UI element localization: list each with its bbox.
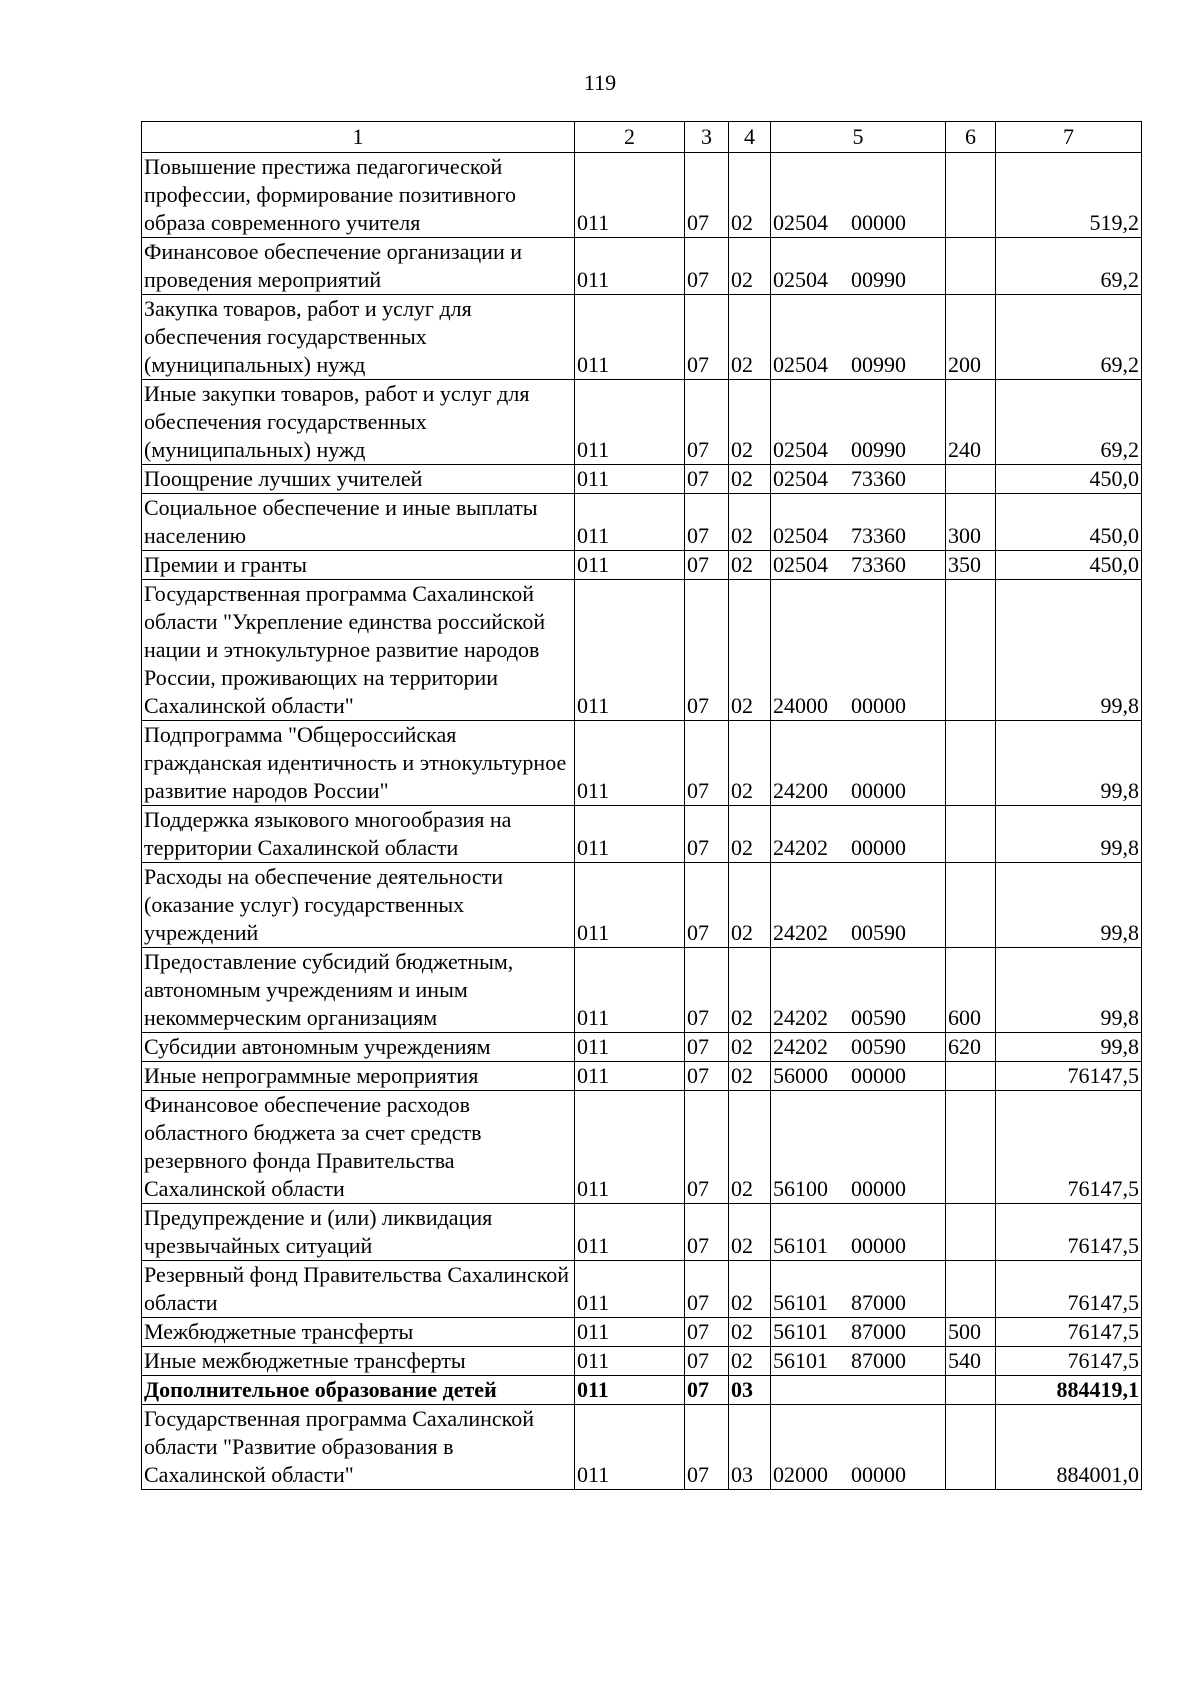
target-article-part-1: 24202 [773, 920, 828, 945]
target-article-part-1: 02504 [773, 352, 828, 377]
ministry-code-cell: 011 [575, 806, 685, 863]
item-name-cell: Премии и гранты [142, 551, 575, 580]
section-code-cell: 07 [685, 494, 729, 551]
target-article-part-2: 00590 [851, 1034, 906, 1059]
target-article-part-2: 87000 [851, 1348, 906, 1373]
target-article-cell [771, 580, 946, 721]
target-article-cell [771, 1376, 946, 1405]
amount-cell: 76147,5 [996, 1204, 1142, 1261]
section-code-cell: 07 [685, 1405, 729, 1490]
target-article-part-1: 56101 [773, 1290, 828, 1315]
ministry-code-cell: 011 [575, 1347, 685, 1376]
target-article-part-1: 02504 [773, 466, 828, 491]
target-article-cell [771, 1405, 946, 1490]
table-row [142, 494, 1142, 551]
table-row [142, 1033, 1142, 1062]
section-code-cell: 07 [685, 380, 729, 465]
expense-type-cell: 200 [946, 295, 996, 380]
table-header-row [142, 122, 1142, 153]
ministry-code-cell: 011 [575, 1405, 685, 1490]
amount-cell: 884001,0 [996, 1405, 1142, 1490]
subsection-code-cell: 02 [729, 1062, 771, 1091]
target-article-part-2: 73360 [851, 552, 906, 577]
target-article-cell [771, 721, 946, 806]
subsection-code-cell: 02 [729, 580, 771, 721]
expense-type-cell [946, 721, 996, 806]
table-row [142, 806, 1142, 863]
item-name-cell: Резервный фонд Правительства Сахалинской области [142, 1261, 575, 1318]
target-article-part-2: 00990 [851, 352, 906, 377]
item-name-cell: Повышение престижа педагогической профессии, формирование позитивного образа современного учителя [142, 153, 575, 238]
target-article-cell [771, 153, 946, 238]
section-code-cell: 07 [685, 721, 729, 806]
ministry-code-cell: 011 [575, 238, 685, 295]
subsection-code-cell: 02 [729, 1091, 771, 1204]
target-article-part-2: 00590 [851, 1005, 906, 1030]
target-article-cell [771, 1033, 946, 1062]
header-cell-4: 4 [729, 122, 771, 153]
target-article-part-2: 00000 [851, 1176, 906, 1201]
expense-type-cell [946, 238, 996, 295]
amount-cell: 99,8 [996, 948, 1142, 1033]
target-article-part-2: 00990 [851, 267, 906, 292]
amount-cell: 99,8 [996, 721, 1142, 806]
amount-cell: 69,2 [996, 380, 1142, 465]
expense-type-cell [946, 1062, 996, 1091]
ministry-code-cell: 011 [575, 295, 685, 380]
target-article-part-1: 24202 [773, 1005, 828, 1030]
target-article-part-1: 02504 [773, 437, 828, 462]
subsection-code-cell: 02 [729, 1033, 771, 1062]
target-article-part-1: 24000 [773, 693, 828, 718]
ministry-code-cell: 011 [575, 1062, 685, 1091]
ministry-code-cell: 011 [575, 380, 685, 465]
table-row [142, 721, 1142, 806]
target-article-part-2: 00000 [851, 210, 906, 235]
table-row [142, 1376, 1142, 1405]
header-cell-5: 5 [771, 122, 946, 153]
target-article-part-2: 87000 [851, 1290, 906, 1315]
amount-cell: 76147,5 [996, 1261, 1142, 1318]
target-article-part-2: 00590 [851, 920, 906, 945]
header-cell-7: 7 [996, 122, 1142, 153]
target-article-part-1: 02504 [773, 552, 828, 577]
table-row [142, 1318, 1142, 1347]
subsection-code-cell: 02 [729, 1261, 771, 1318]
item-name-cell: Межбюджетные трансферты [142, 1318, 575, 1347]
target-article-cell [771, 465, 946, 494]
expense-type-cell: 620 [946, 1033, 996, 1062]
ministry-code-cell: 011 [575, 1376, 685, 1405]
target-article-part-1: 24202 [773, 1034, 828, 1059]
ministry-code-cell: 011 [575, 494, 685, 551]
ministry-code-cell: 011 [575, 1261, 685, 1318]
expense-type-cell: 240 [946, 380, 996, 465]
section-code-cell: 07 [685, 1204, 729, 1261]
amount-cell: 519,2 [996, 153, 1142, 238]
section-code-cell: 07 [685, 238, 729, 295]
header-cell-6: 6 [946, 122, 996, 153]
target-article-part-1: 02504 [773, 210, 828, 235]
ministry-code-cell: 011 [575, 1204, 685, 1261]
ministry-code-cell: 011 [575, 1033, 685, 1062]
target-article-part-2: 00000 [851, 778, 906, 803]
target-article-cell [771, 863, 946, 948]
target-article-part-2: 73360 [851, 523, 906, 548]
table-row [142, 153, 1142, 238]
section-code-cell: 07 [685, 948, 729, 1033]
table-row [142, 1062, 1142, 1091]
amount-cell: 76147,5 [996, 1318, 1142, 1347]
ministry-code-cell: 011 [575, 551, 685, 580]
expense-type-cell [946, 806, 996, 863]
ministry-code-cell: 011 [575, 1318, 685, 1347]
item-name-cell: Расходы на обеспечение деятельности (оказание услуг) государственных учреждений [142, 863, 575, 948]
table-row [142, 380, 1142, 465]
target-article-part-1: 56101 [773, 1348, 828, 1373]
amount-cell: 450,0 [996, 465, 1142, 494]
section-code-cell: 07 [685, 153, 729, 238]
target-article-cell [771, 806, 946, 863]
target-article-part-2: 00990 [851, 437, 906, 462]
expense-type-cell [946, 580, 996, 721]
budget-table [141, 121, 1142, 1490]
ministry-code-cell: 011 [575, 721, 685, 806]
item-name-cell: Подпрограмма "Общероссийская гражданская идентичность и этнокультурное развитие народов России" [142, 721, 575, 806]
subsection-code-cell: 02 [729, 948, 771, 1033]
expense-type-cell [946, 1204, 996, 1261]
subsection-code-cell: 02 [729, 494, 771, 551]
amount-cell: 99,8 [996, 1033, 1142, 1062]
target-article-part-1: 02000 [773, 1462, 828, 1487]
table-row [142, 1347, 1142, 1376]
subsection-code-cell: 02 [729, 1318, 771, 1347]
section-code-cell: 07 [685, 1347, 729, 1376]
amount-cell: 69,2 [996, 238, 1142, 295]
target-article-cell [771, 1062, 946, 1091]
target-article-part-1: 02504 [773, 267, 828, 292]
table-row [142, 551, 1142, 580]
item-name-cell: Государственная программа Сахалинской области "Развитие образования в Сахалинской области" [142, 1405, 575, 1490]
subsection-code-cell: 02 [729, 863, 771, 948]
amount-cell: 450,0 [996, 551, 1142, 580]
target-article-part-2: 00000 [851, 1063, 906, 1088]
section-code-cell: 07 [685, 580, 729, 721]
table-row [142, 1204, 1142, 1261]
item-name-cell: Финансовое обеспечение организации и проведения мероприятий [142, 238, 575, 295]
section-code-cell: 07 [685, 551, 729, 580]
table-row [142, 863, 1142, 948]
item-name-cell: Государственная программа Сахалинской области "Укрепление единства российской нации и этнокультурное развитие народов России, проживающих на территории Сахалинской области" [142, 580, 575, 721]
header-cell-2: 2 [575, 122, 685, 153]
section-code-cell: 07 [685, 1376, 729, 1405]
target-article-cell [771, 1204, 946, 1261]
header-cell-1: 1 [142, 122, 575, 153]
item-name-cell: Социальное обеспечение и иные выплаты населению [142, 494, 575, 551]
item-name-cell: Предоставление субсидий бюджетным, автономным учреждениям и иным некоммерческим организациям [142, 948, 575, 1033]
amount-cell: 99,8 [996, 580, 1142, 721]
expense-type-cell [946, 863, 996, 948]
subsection-code-cell: 03 [729, 1376, 771, 1405]
table-row [142, 465, 1142, 494]
ministry-code-cell: 011 [575, 580, 685, 721]
target-article-cell [771, 551, 946, 580]
expense-type-cell: 500 [946, 1318, 996, 1347]
expense-type-cell [946, 465, 996, 494]
target-article-cell [771, 1091, 946, 1204]
section-code-cell: 07 [685, 465, 729, 494]
item-name-cell: Субсидии автономным учреждениям [142, 1033, 575, 1062]
expense-type-cell [946, 153, 996, 238]
item-name-cell: Поддержка языкового многообразия на территории Сахалинской области [142, 806, 575, 863]
table-row [142, 1091, 1142, 1204]
item-name-cell: Иные межбюджетные трансферты [142, 1347, 575, 1376]
target-article-cell [771, 1261, 946, 1318]
ministry-code-cell: 011 [575, 948, 685, 1033]
subsection-code-cell: 02 [729, 153, 771, 238]
target-article-part-1: 56101 [773, 1319, 828, 1344]
table-row [142, 580, 1142, 721]
amount-cell: 450,0 [996, 494, 1142, 551]
table-row [142, 295, 1142, 380]
ministry-code-cell: 011 [575, 863, 685, 948]
target-article-cell [771, 238, 946, 295]
ministry-code-cell: 011 [575, 1091, 685, 1204]
subsection-code-cell: 02 [729, 238, 771, 295]
target-article-part-2: 00000 [851, 1462, 906, 1487]
target-article-cell [771, 494, 946, 551]
section-code-cell: 07 [685, 806, 729, 863]
target-article-part-2: 00000 [851, 1233, 906, 1258]
subsection-code-cell: 02 [729, 1204, 771, 1261]
target-article-part-2: 00000 [851, 835, 906, 860]
amount-cell: 76147,5 [996, 1091, 1142, 1204]
section-code-cell: 07 [685, 1318, 729, 1347]
table-row [142, 1261, 1142, 1318]
expense-type-cell: 600 [946, 948, 996, 1033]
subsection-code-cell: 02 [729, 465, 771, 494]
item-name-cell: Закупка товаров, работ и услуг для обеспечения государственных (муниципальных) нужд [142, 295, 575, 380]
target-article-part-2: 00000 [851, 693, 906, 718]
expense-type-cell [946, 1261, 996, 1318]
target-article-part-1: 02504 [773, 523, 828, 548]
ministry-code-cell: 011 [575, 465, 685, 494]
expense-type-cell: 540 [946, 1347, 996, 1376]
section-code-cell: 07 [685, 1091, 729, 1204]
page-number: 119 [583, 70, 617, 95]
subsection-code-cell: 02 [729, 1347, 771, 1376]
item-name-cell: Поощрение лучших учителей [142, 465, 575, 494]
target-article-cell [771, 1347, 946, 1376]
item-name-cell: Иные непрограммные мероприятия [142, 1062, 575, 1091]
target-article-part-2: 73360 [851, 466, 906, 491]
subsection-code-cell: 02 [729, 806, 771, 863]
table-row [142, 948, 1142, 1033]
subsection-code-cell: 03 [729, 1405, 771, 1490]
expense-type-cell [946, 1376, 996, 1405]
target-article-part-1: 24200 [773, 778, 828, 803]
expense-type-cell [946, 1091, 996, 1204]
subsection-code-cell: 02 [729, 551, 771, 580]
target-article-part-1: 56100 [773, 1176, 828, 1201]
section-code-cell: 07 [685, 1261, 729, 1318]
item-name-cell: Иные закупки товаров, работ и услуг для обеспечения государственных (муниципальных) нужд [142, 380, 575, 465]
target-article-cell [771, 295, 946, 380]
amount-cell: 76147,5 [996, 1347, 1142, 1376]
amount-cell: 884419,1 [996, 1376, 1142, 1405]
table-row [142, 1405, 1142, 1490]
item-name-cell: Финансовое обеспечение расходов областного бюджета за счет средств резервного фонда Правительства Сахалинской области [142, 1091, 575, 1204]
ministry-code-cell: 011 [575, 153, 685, 238]
target-article-part-1: 56101 [773, 1233, 828, 1258]
expense-type-cell [946, 1405, 996, 1490]
target-article-cell [771, 948, 946, 1033]
section-code-cell: 07 [685, 1062, 729, 1091]
target-article-part-1: 24202 [773, 835, 828, 860]
expense-type-cell: 350 [946, 551, 996, 580]
target-article-cell [771, 380, 946, 465]
target-article-cell [771, 1318, 946, 1347]
table-row [142, 238, 1142, 295]
amount-cell: 69,2 [996, 295, 1142, 380]
section-code-cell: 07 [685, 295, 729, 380]
subsection-code-cell: 02 [729, 380, 771, 465]
item-name-cell: Предупреждение и (или) ликвидация чрезвычайных ситуаций [142, 1204, 575, 1261]
section-code-cell: 07 [685, 863, 729, 948]
amount-cell: 99,8 [996, 863, 1142, 948]
subsection-code-cell: 02 [729, 721, 771, 806]
header-cell-3: 3 [685, 122, 729, 153]
amount-cell: 76147,5 [996, 1062, 1142, 1091]
amount-cell: 99,8 [996, 806, 1142, 863]
subsection-code-cell: 02 [729, 295, 771, 380]
target-article-part-2: 87000 [851, 1319, 906, 1344]
section-code-cell: 07 [685, 1033, 729, 1062]
target-article-part-1: 56000 [773, 1063, 828, 1088]
expense-type-cell: 300 [946, 494, 996, 551]
item-name-cell: Дополнительное образование детей [142, 1376, 575, 1405]
